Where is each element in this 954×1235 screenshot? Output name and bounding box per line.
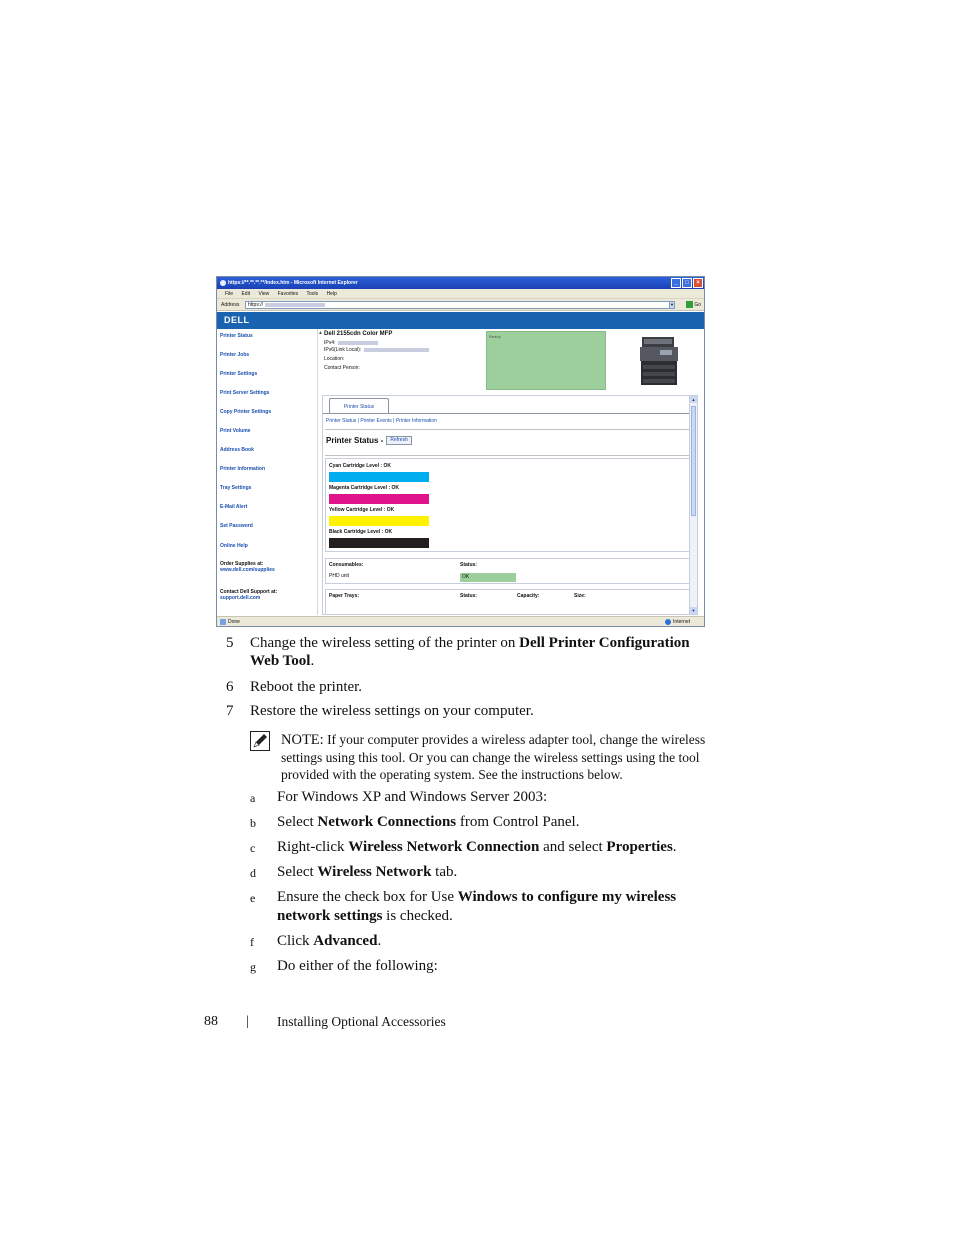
- left-navigation: [217, 329, 318, 615]
- nav-printer-settings[interactable]: Printer Settings: [220, 371, 258, 377]
- substep-text: [277, 813, 707, 832]
- step-text: [250, 634, 720, 670]
- ipv6-blurred: [364, 348, 429, 352]
- substep-text-bold: Network Connections: [317, 814, 457, 830]
- address-value: https://: [248, 302, 264, 308]
- substep-text: [277, 932, 707, 951]
- tab-underline: [323, 413, 697, 414]
- consumables-table: [325, 558, 691, 584]
- substep-text-bold: Wireless Network: [317, 864, 432, 880]
- section-title: Printer Status -: [326, 436, 384, 445]
- browser-title-bar: [217, 277, 704, 289]
- contact-support-link[interactable]: support.dell.com: [220, 595, 261, 601]
- status-text: Done: [228, 619, 240, 625]
- substep-text-part: Do either of the following:: [277, 958, 438, 974]
- footer-section-title: Installing Optional Accessories: [277, 1014, 446, 1029]
- browser-menu-bar: [217, 289, 704, 299]
- paper-trays-header: Paper Trays:: [329, 593, 360, 599]
- contact-support-label: Contact Dell Support at:: [220, 589, 278, 595]
- maximize-icon[interactable]: □: [682, 278, 692, 288]
- substep-text-bold: Windows to configure my wireless network settings: [277, 889, 677, 924]
- substep-letter: c: [250, 841, 256, 855]
- divider: [325, 455, 691, 456]
- nav-address-book[interactable]: Address Book: [220, 447, 254, 453]
- tab-printer-status[interactable]: Printer Status: [329, 398, 389, 414]
- substep-text: [277, 957, 707, 976]
- ipv4-blurred: [338, 341, 378, 345]
- substep-text-part: Click: [277, 933, 314, 949]
- go-button[interactable]: [686, 301, 701, 309]
- page-icon: [220, 619, 226, 625]
- step-text-bold: Dell Printer Configuration Web Tool: [250, 635, 690, 669]
- main-content: [318, 329, 705, 615]
- browser-status-bar: [217, 616, 704, 627]
- ipv4-label: IPv4:: [324, 340, 336, 346]
- status-sub-links[interactable]: Printer Status | Printer Events | Printer Information: [326, 418, 437, 424]
- step-number: 6: [226, 679, 234, 695]
- scroll-down-icon[interactable]: ▼: [691, 608, 696, 613]
- globe-icon: [665, 619, 671, 625]
- address-dropdown-icon[interactable]: ▼: [670, 302, 674, 307]
- consumable-status-badge: OK: [460, 573, 516, 582]
- ipv6-row: [324, 347, 429, 353]
- paper-trays-table: [325, 589, 691, 615]
- refresh-button[interactable]: Refresh: [386, 436, 412, 445]
- substep-text: [277, 888, 707, 926]
- nav-set-password[interactable]: Set Password: [220, 523, 253, 529]
- tray-status-header: Status:: [460, 593, 477, 599]
- cyan-cartridge-label: Cyan Cartridge Level : OK: [329, 463, 391, 469]
- web-tool-screenshot: [216, 276, 705, 627]
- address-bar: [217, 299, 704, 311]
- menu-view[interactable]: View: [258, 291, 270, 297]
- consumable-item: PHD unit: [329, 573, 350, 579]
- nav-online-help[interactable]: Online Help: [220, 543, 248, 549]
- menu-edit[interactable]: Edit: [241, 291, 251, 297]
- browser-title: https://**.**.**.**/index.htm - Microsoft Internet Explorer: [228, 280, 358, 286]
- address-blurred: [265, 303, 325, 307]
- substep-text-part: Right-click: [277, 839, 349, 855]
- dell-header-bar: [217, 312, 704, 329]
- nav-printer-jobs[interactable]: Printer Jobs: [220, 352, 250, 358]
- substep-letter: f: [250, 935, 254, 949]
- collapse-arrow-icon[interactable]: ▲: [318, 330, 323, 336]
- consumables-header: Consumables:: [329, 562, 364, 568]
- substep-text-part: and select: [539, 839, 607, 855]
- location-label: Location:: [324, 356, 345, 362]
- magenta-cartridge-label: Magenta Cartridge Level : OK: [329, 485, 400, 491]
- ipv6-label: IPv6(Link Local):: [324, 347, 362, 353]
- window-controls: [671, 278, 703, 288]
- nav-tray-settings[interactable]: Tray Settings: [220, 485, 252, 491]
- black-cartridge-label: Black Cartridge Level : OK: [329, 529, 393, 535]
- step-number: 7: [226, 703, 234, 719]
- substep-letter: b: [250, 816, 256, 830]
- nav-print-server-settings[interactable]: Print Server Settings: [220, 390, 270, 396]
- note-body: If your computer provides a wireless adapter tool, change the wireless settings using this tool. Or you can change the wireless settings using the tool provided with the operating system. See the instructions below.: [281, 732, 706, 782]
- contact-person-label: Contact Person:: [324, 365, 360, 371]
- substep-text-part: is checked.: [382, 908, 453, 924]
- footer-separator: |: [246, 1014, 249, 1029]
- tray-size-header: Size:: [574, 593, 586, 599]
- step-text-part: .: [310, 653, 315, 669]
- menu-file[interactable]: File: [225, 291, 234, 297]
- substep-letter: g: [250, 960, 256, 974]
- cartridge-levels: [325, 458, 691, 552]
- step-number: 5: [226, 635, 234, 651]
- printer-name: Dell 2155cdn Color MFP: [324, 331, 393, 337]
- nav-print-volume[interactable]: Print Volume: [220, 428, 251, 434]
- scroll-thumb[interactable]: [691, 406, 696, 516]
- step-text: Reboot the printer.: [250, 679, 363, 695]
- menu-favorites[interactable]: Favorites: [277, 291, 299, 297]
- yellow-cartridge-bar: [329, 516, 429, 526]
- substep-letter: d: [250, 866, 256, 880]
- substep-text-part: .: [672, 839, 677, 855]
- note-text: [281, 731, 721, 783]
- yellow-cartridge-label: Yellow Cartridge Level : OK: [329, 507, 395, 513]
- menu-tools[interactable]: Tools: [306, 291, 319, 297]
- tray-capacity-header: Capacity:: [517, 593, 540, 599]
- step-text-part: Change the wireless setting of the printer on: [250, 635, 520, 651]
- substep-letter: a: [250, 791, 256, 805]
- close-icon[interactable]: ×: [693, 278, 703, 288]
- substep-text-part: from Control Panel.: [456, 814, 580, 830]
- order-supplies-label: Order Supplies at:: [220, 561, 264, 567]
- ipv4-row: [324, 340, 378, 346]
- zone-text: Internet: [673, 619, 690, 625]
- minimize-icon[interactable]: _: [671, 278, 681, 288]
- substep-text-bold: Properties: [606, 839, 673, 855]
- consumables-status-header: Status:: [460, 562, 477, 568]
- step-text: Restore the wireless settings on your computer.: [250, 703, 534, 719]
- substep-text-part: Select: [277, 864, 318, 880]
- order-supplies-link[interactable]: www.dell.com/supplies: [220, 567, 275, 573]
- substep-letter: e: [250, 891, 256, 905]
- divider: [325, 429, 691, 430]
- internet-explorer-icon: [220, 280, 226, 286]
- nav-copy-printer-settings[interactable]: Copy Printer Settings: [220, 409, 272, 415]
- substep-text-part: Select: [277, 814, 318, 830]
- menu-help[interactable]: Help: [326, 291, 337, 297]
- note-pencil-icon: [250, 731, 270, 751]
- substep-text-bold: Advanced: [313, 933, 378, 949]
- substep-text: [277, 863, 707, 882]
- vertical-scrollbar[interactable]: [689, 396, 697, 614]
- substep-text: [277, 838, 707, 857]
- printer-image-icon: [638, 335, 680, 387]
- scroll-up-icon[interactable]: ▲: [691, 397, 696, 402]
- substep-text: [277, 788, 707, 807]
- substep-text-part: tab.: [431, 864, 458, 880]
- address-label: Address: [221, 302, 240, 308]
- security-zone: [665, 617, 690, 627]
- substep-text-part: Ensure the check box for Use: [277, 889, 458, 905]
- ready-text: Ready: [489, 334, 501, 339]
- ready-status-panel: [486, 331, 606, 390]
- black-cartridge-bar: [329, 538, 429, 548]
- contact-support: [220, 589, 277, 601]
- printer-status-heading: [326, 436, 412, 445]
- go-arrow-icon: [686, 301, 693, 308]
- status-panel: [322, 395, 698, 615]
- page-number: 88: [204, 1014, 218, 1029]
- substep-text-part: For Windows XP and Windows Server 2003:: [277, 789, 548, 805]
- order-supplies: [220, 561, 275, 573]
- nav-printer-status[interactable]: Printer Status: [220, 333, 253, 339]
- substep-text-bold: Wireless Network Connection: [348, 839, 540, 855]
- nav-printer-information[interactable]: Printer Information: [220, 466, 266, 472]
- address-input[interactable]: [245, 301, 675, 309]
- cyan-cartridge-bar: [329, 472, 429, 482]
- substep-text-part: .: [377, 933, 382, 949]
- dell-logo: DELL: [224, 315, 250, 325]
- magenta-cartridge-bar: [329, 494, 429, 504]
- nav-email-alert[interactable]: E-Mail Alert: [220, 504, 248, 510]
- note-label: NOTE:: [281, 732, 324, 748]
- go-label: Go: [694, 302, 701, 308]
